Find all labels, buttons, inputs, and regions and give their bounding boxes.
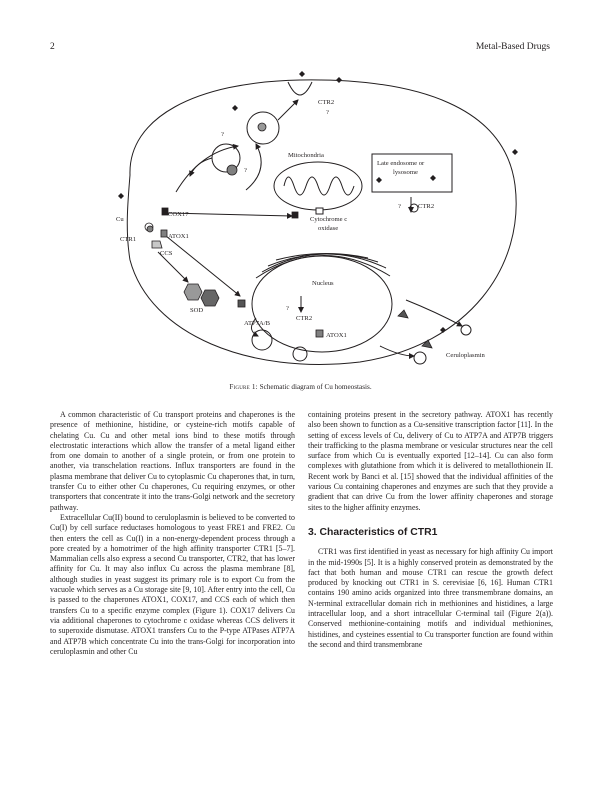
journal-title: Metal-Based Drugs	[475, 42, 550, 52]
page-number: 2	[50, 42, 55, 52]
label-ctr2-top: CTR2	[318, 99, 335, 106]
label-mitochondria: Mitochondria	[288, 152, 324, 159]
label-atp7ab: ATP7A/B	[244, 320, 271, 327]
label-late-endosome-1: Late endosome or	[377, 160, 425, 167]
right-column	[308, 410, 553, 650]
section-title: 3. Characteristics of CTR1	[308, 526, 438, 538]
left-column	[50, 410, 295, 657]
label-nucleus: Nucleus	[312, 280, 334, 287]
caption-label: Figure 1:	[229, 383, 258, 391]
left-paragraph-2: Extracellular Cu(II) bound to ceruloplasmin is believed to be converted to Cu(I) by cell surface reductases homologous to yeast FRE1 and FRE2. Cu then enters the cell as Cu(I) in a non-energy-dependent process through a pore created by a homotrimer of the high affinity transporter CTR1 [5–7]. Mammalian cells also express a second Cu transporter, CTR2, that has lower affinity for Cu. It may also influx Cu across the plasma membrane [8], although studies in yeast suggest its primary role is to export Cu from the vacuole which serves as a Cu storage site [9, 10]. After entry into the cell, Cu is passed to the chaperones ATOX1, COX17, and CCS each of which then transfers Cu to a specific enzyme complex (Figure 1). COX17 delivers Cu via additional chaperones to cytochrome c oxidase whereas CCS delivers it to superoxide dismutase. ATOX1 transfers Cu to the P-type ATPases ATP7A and ATP7B which concentrate Cu into the trans-Golgi for incorporation into ceruloplasmin and other Cu	[50, 512, 295, 656]
right-paragraph-2: CTR1 was first identified in yeast as necessary for high affinity Cu import in the mid-1990s [5]. It is a highly conserved protein as demonstrated by the fact that both human and mouse CTR1 can rescue the growth defect produced by knocking out CTR1 in S. cerevisiae [6, 16]. Human CTR1 contains 190 amino acids organized into three transmembrane domains, an N-terminal extracellular domain rich in methionines and histidines, a large intracellular loop, and a short intracellular C-terminal tail (Figure 2(a)). Conserved methionine-containing motifs and individual methionines, histidines, and cysteines essential to Cu transporter function are found within the second and third transmembrane	[308, 547, 553, 649]
label-cox17: COX17	[168, 211, 189, 218]
nucleus	[252, 256, 392, 352]
cu-homeostasis-figure	[0, 0, 601, 380]
label-ceruloplasmin: Ceruloplasmin	[446, 352, 485, 359]
label-ctr1: CTR1	[120, 236, 137, 243]
label-cytochrome-1: Cytochrome c	[310, 216, 348, 223]
label-cytochrome-2: oxidase	[318, 225, 339, 232]
left-paragraph-1: A common characteristic of Cu transport proteins and chaperones is the presence of methionine, histidine, or cysteine-rich motifs capable of chelating Cu. Cu and other metal ions bind to these motifs through electrostatic interactions which allow the transfer of a metal ligand either from one domain to another of a single protein, or from one protein to another, via transchelation reactions. Influx transporters are found in the plasma membrane that deliver Cu to cytoplasmic Cu chaperones that, in turn, transfer Cu to either other Cu chaperones, Cu requiring enzymes, or other transporters that concentrate it into the trans-Golgi network and the secretory pathway.	[50, 410, 295, 512]
label-endo-ctr2: CTR2	[418, 203, 435, 210]
label-ctr2-top-q: ?	[326, 109, 329, 116]
right-paragraph-1: containing proteins present in the secretory pathway. ATOX1 has recently also been shown to function as a Cu-sensitive transcription factor [11]. In the setting of excess levels of Cu, delivery of Cu to ATP7A and ATP7B triggers their trafficking to the plasma membrane or vesicular structures near the cell surface from which Cu is eventually exported [12–14]. Cu can also form complexes with glutathione from which it is delivered to metallothionein II. Recent work by Banci et al. [15] showed that the individual affinities of the various Cu containing chaperones and enzymes are such that they provide a gradient that can drive Cu from the lower affinity chaperones and storage sites to the higher affinity enzymes.	[308, 410, 553, 512]
label-nuc-ctr2: CTR2	[296, 315, 313, 322]
label-sod: SOD	[190, 307, 204, 314]
label-nuc-atox1: ATOX1	[326, 332, 347, 339]
label-nuc-q: ?	[286, 305, 289, 312]
label-late-endosome-2: lysosome	[393, 169, 418, 176]
label-cu: Cu	[116, 216, 124, 223]
label-q-vesicle1: ?	[221, 131, 224, 138]
caption-text: Schematic diagram of Cu homeostasis.	[259, 383, 372, 391]
label-q-vesicle2: ?	[244, 167, 247, 174]
figure-caption	[0, 383, 601, 391]
label-endo-q: ?	[398, 203, 401, 210]
label-atox1: ATOX1	[168, 233, 189, 240]
label-ccs: CCS	[160, 250, 173, 257]
